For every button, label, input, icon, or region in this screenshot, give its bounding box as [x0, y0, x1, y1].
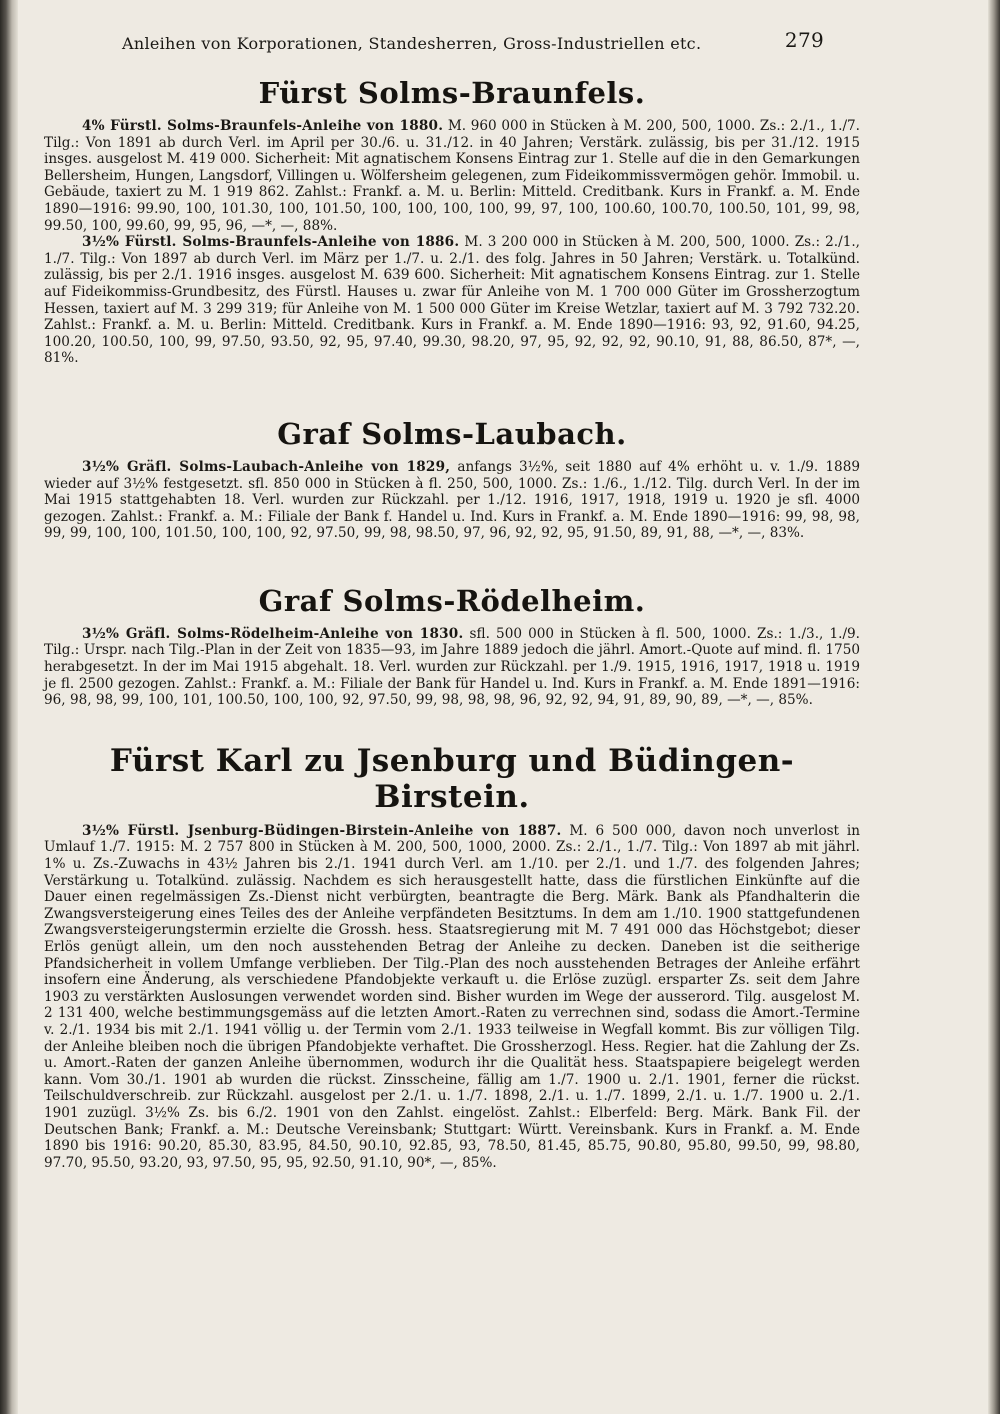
bond-text: M. 6 500 000, davon noch unverlost in Umlauf 1./7. 1915: M. 2 757 800 in Stücken à M. 200, 500, 1000, 2000. Zs.: 2./1., 1./7. Tilg.: Von 1897 ab mit jährl. 1% u. Zs.-Zuwachs in 43½ Jahren bis 2./1. 1941 durch Verl. am 1./10. per 2./1. und 1./7. des folgenden Jahres; Verstärkung u. Totalkünd. zulässig. Nachdem es sich herausgestellt hatte, dass die fürstlichen Einkünfte auf die Dauer einen regelmässigen Zs.-Dienst nicht verbürgten, beantragte die Berg. Märk. Bank als Pfandhalterin die Zwangsversteigerung eines Teiles des der Anleihe verpfändeten Besitztums. In dem am 1./10. 1900 stattgefundenen Zwangsversteigerungstermin erzielte die Grossh. hess. Staatsregierung mit M. 7 491 000 das Höchstgebot; dieser Erlös genügt allein, um den noch ausstehenden Betrag der Anleihe zu decken. Daneben ist die seitherige Pfandsicherheit in vollem Umfange verblieben. Der Tilg.-Plan des noch ausstehenden Betrages der Anleihe erfährt insofern eine Änderung, als verschiedene Pfandobjekte verkauft u. die Erlöse zuzügl. ersparter Zs. seit dem Jahre 1903 zu verstärkten Auslosungen verwendet worden sind. Bisher wurden im Wege der ausserord. Tilg. ausgelost M. 2 131 400, welche bestimmungsgemäss auf die letzten Amort.-Raten zu verrechnen sind, sodass die Amort.-Termine v. 2./1. 1934 bis mit 2./1. 1941 völlig u. der Termin vom 2./1. 1933 teilweise in Wegfall kommt. Bis zur völligen Tilg. der Anleihe bleiben noch die übrigen Pfandobjekte verhaftet. Die Grossherzogl. Hess. Regier. hat die Zahlung der Zs. u. Amort.-Raten der ganzen Anleihe übernommen, wodurch ihr die Qualität hess. Staatspapiere beigelegt werden kann. Vom 30./1. 1901 ab wurden die rückst. Zinsscheine, fällig am 1./7. 1900 u. 2./1. 1901, ferner die rückst. Teilschuldverschreib. zur Rückzahl. ausgelost per 2./1. u. 1./7. 1898, 2./1. u. 1./7. 1899, 2./1. u. 1./7. 1900 u. 2./1. 1901 zuzügl. 3½% Zs. bis 6./2. 1901 von den Zahlst. eingelöst. Zahlst.: Elberfeld: Berg. Märk. Bank Fil. der Deutschen Bank; Frankf. a. M.: Deutsche Vereinsbank; Stuttgart: Württ. Vereinsbank. Kurs in Frankf. a. M. Ende 1890 bis 1916: 90.20, 85.30, 83.95, 84.50, 90.10, 92.85, 93, 78.50, 81.45, 85.75, 90.80, 95.80, 99.50, 99, 98.80, 97.70, 95.50, 93.20, 93, 97.50, 95, 95, 92.50, 91.10, 90*, —, 85%.	[44, 822, 860, 1171]
bond-heading: 3½% Gräfl. Solms-Rödelheim-Anleihe von 1830.	[82, 625, 464, 642]
section-solms-braunfels	[44, 76, 860, 367]
page-number: 279	[784, 28, 824, 52]
section-solms-laubach	[44, 417, 860, 542]
section-title: Fürst Karl zu Jsenburg und Büdingen-Birstein.	[109, 742, 795, 815]
section-title: Graf Solms-Rödelheim.	[258, 583, 646, 618]
bond-text: anfangs 3½%, seit 1880 auf 4% erhöht u. v. 1./9. 1889 wieder auf 3½% festgesetzt. sfl. 850 000 in Stücken à fl. 250, 500, 1000. Zs.: 1./6., 1./12. Tilg. durch Verl. In der im Mai 1915 stattgehabten 18. Verl. wurden zur Rückzahl. per 1./12. 1916, 1917, 1918, 1919 u. 1920 je sfl. 4000 gezogen. Zahlst.: Frankf. a. M.: Filiale der Bank f. Handel u. Ind. Kurs in Frankf. a. M. Ende 1890—1916: 99, 98, 98, 99, 99, 100, 100, 101.50, 100, 100, 92, 97.50, 99, 98, 98.50, 97, 96, 92, 92, 95, 91.50, 89, 91, 88, —*, —, 83%.	[44, 458, 861, 542]
bond-heading: 3½% Fürstl. Solms-Braunfels-Anleihe von 1886.	[82, 234, 460, 251]
bond-entry	[44, 823, 860, 1171]
bond-entry	[44, 626, 860, 709]
section-jsenburg-buedingen	[44, 743, 860, 1171]
bond-entry	[44, 234, 860, 367]
bond-text: M. 960 000 in Stücken à M. 200, 500, 1000. Zs.: 2./1., 1./7. Tilg.: Von 1891 ab durch Verl. im April per 30./6. u. 31./12. in 40 Jahren; Verstärk. zulässig, bis per 31./12. 1915 insges. ausgelost M. 419 000. Sicherheit: Mit agnatischem Konsens Eintrag zur 1. Stelle auf die in den Gemarkungen Bellersheim, Hungen, Langsdorf, Villingen u. Wölfersheim gelegenen, zum Fideikommissvermögen gehör. Immobil. u. Gebäude, taxiert zu M. 1 919 862. Zahlst.: Frankf. a. M. u. Berlin: Mitteld. Creditbank. Kurs in Frankf. a. M. Ende 1890—1916: 99.90, 100, 101.30, 100, 101.50, 100, 100, 100, 100, 99, 97, 100, 100.60, 100.70, 100.50, 101, 99, 98, 99.50, 100, 99.60, 99, 95, 96, —*, —, 88%.	[44, 118, 860, 234]
spacer	[44, 373, 860, 395]
running-title: Anleihen von Korporationen, Standesherren, Gross-Industriellen etc.	[122, 34, 702, 53]
book-gutter-right	[988, 0, 1000, 1414]
section-title: Graf Solms-Laubach.	[277, 416, 627, 451]
document-page	[44, 28, 860, 1177]
book-gutter-left	[0, 0, 18, 1414]
bond-text: M. 3 200 000 in Stücken à M. 200, 500, 1000. Zs.: 2./1., 1./7. Tilg.: Von 1897 ab durch Verl. im März per 1./7. u. 2./1. des folg. Jahres in 50 Jahren; Verstärk. u. Totalkünd. zulässig, bis per 2./1. 1916 insges. ausgelost M. 639 600. Sicherheit: Mit agnatischem Konsens Eintrag. zur 1. Stelle auf Fideikommiss-Grundbesitz, des Fürstl. Hauses u. zwar für Anleihe von M. 1 700 000 Güter im Grossherzogtum Hessen, taxiert auf M. 3 299 319; für Anleihe von M. 1 500 000 Güter im Kreise Wetzlar, taxiert auf M. 3 792 732.20. Zahlst.: Frankf. a. M. u. Berlin: Mitteld. Creditbank. Kurs in Frankf. a. M. Ende 1890—1916: 93, 92, 91.60, 94.25, 100.20, 100.50, 100, 99, 97.50, 93.50, 92, 95, 97.40, 99.30, 98.20, 97, 95, 92, 92, 92, 90.10, 91, 88, 86.50, 87*, —, 81%.	[44, 234, 860, 367]
spacer	[44, 548, 860, 562]
bond-heading: 3½% Gräfl. Solms-Laubach-Anleihe von 1829,	[82, 458, 451, 475]
section-solms-roedelheim	[44, 584, 860, 709]
bond-text: sfl. 500 000 in Stücken à fl. 500, 1000. Zs.: 1./3., 1./9. Tilg.: Urspr. nach Tilg.-Plan in der Zeit von 1835—93, im Jahre 1889 jedoch die jährl. Amort.-Quote auf mind. fl. 1750 herabgesetzt. In der im Mai 1915 abgehalt. 18. Verl. wurden zur Rückzahl. per 1./9. 1915, 1916, 1917, 1918 u. 1919 je fl. 2500 gezogen. Zahlst.: Frankf. a. M.: Filiale der Bank für Handel u. Ind. Kurs in Frankf. a. M. Ende 1891—1916: 96, 98, 98, 99, 100, 101, 100.50, 100, 100, 92, 97.50, 99, 98, 98, 98, 96, 92, 92, 94, 91, 89, 90, 89, —*, —, 85%.	[44, 625, 860, 709]
bond-entry	[44, 459, 860, 542]
bond-heading: 4% Fürstl. Solms-Braunfels-Anleihe von 1880.	[82, 118, 444, 134]
bond-entry	[44, 118, 860, 234]
section-title: Fürst Solms-Braunfels.	[258, 76, 646, 110]
bond-heading: 3½% Fürstl. Jsenburg-Büdingen-Birstein-Anleihe von 1887.	[82, 822, 562, 839]
running-head	[44, 28, 860, 58]
